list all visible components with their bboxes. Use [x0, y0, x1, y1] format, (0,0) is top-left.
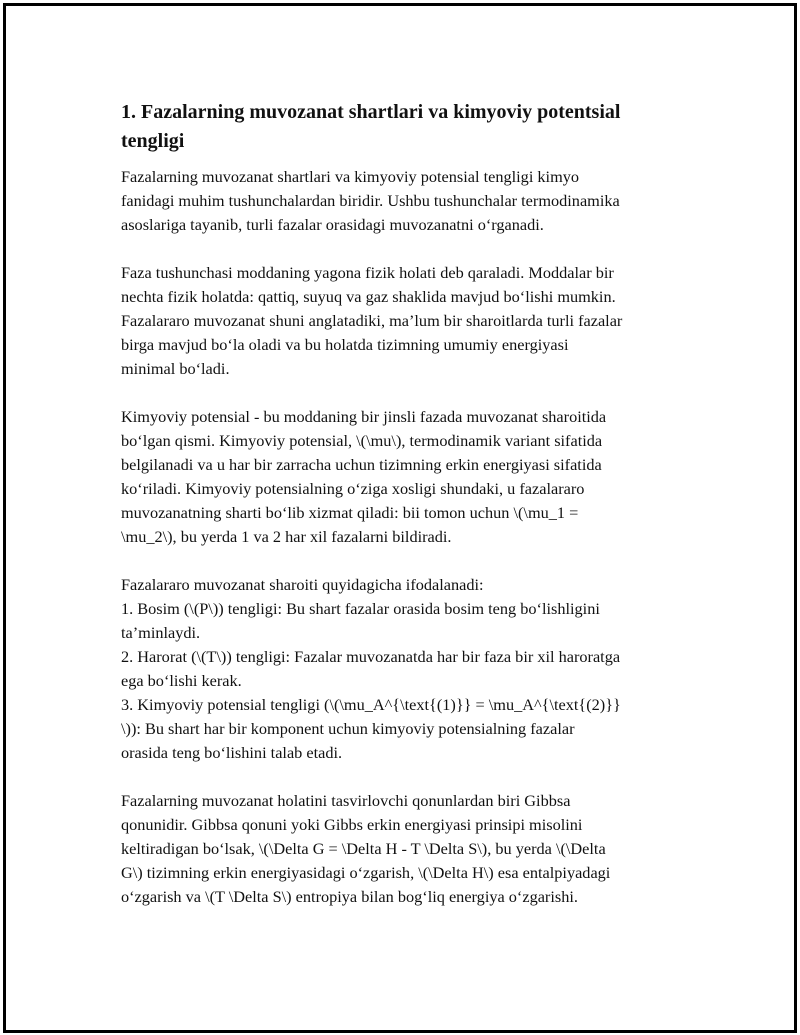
text-line: belgilanadi va u har bir zarracha uchun tizimning erkin energiyasi sifatida	[121, 455, 602, 474]
text-line: asoslariga tayanib, turli fazalar orasidagi muvozanatni o‘rganadi.	[121, 215, 544, 234]
text-line: Fazalararo muvozanat shuni anglatadiki, ma’lum bir sharoitlarda turli fazalar	[121, 311, 623, 330]
document-content	[121, 98, 701, 933]
paragraph-intro	[121, 165, 701, 237]
text-line: \)): Bu shart har bir komponent uchun kimyoviy potensialning fazalar	[121, 719, 575, 738]
text-line: 2. Harorat (\(T\)) tengligi: Fazalar muvozanatda har bir faza bir xil haroratga	[121, 647, 621, 666]
title-line: tengligi	[121, 130, 185, 152]
title-line: 1. Fazalarning muvozanat shartlari va kimyoviy potentsial	[121, 101, 621, 123]
text-line: ko‘riladi. Kimyoviy potensialning o‘ziga xosligi shundaki, u fazalararo	[121, 479, 585, 498]
text-line: ta’minlaydi.	[121, 623, 201, 642]
text-line: orasida teng bo‘lishini talab etadi.	[121, 743, 343, 762]
text-line: fanidagi muhim tushunchalardan biridir. Ushbu tushunchalar termodinamika	[121, 191, 620, 210]
text-line: Kimyoviy potensial - bu moddaning bir jinsli fazada muvozanat sharoitida	[121, 407, 607, 426]
paragraph-equilibrium-conditions	[121, 573, 701, 765]
text-line: Faza tushunchasi moddaning yagona fizik holati deb qaraladi. Moddalar bir	[121, 263, 614, 282]
text-line: muvozanatning sharti bo‘lib xizmat qiladi: bii tomon uchun \(\mu_1 =	[121, 503, 579, 522]
paragraph-gibbs-law	[121, 789, 701, 909]
text-line: o‘zgarish va \(T \Delta S\) entropiya bilan bog‘liq energiya o‘zgarishi.	[121, 887, 578, 906]
text-line: \mu_2\), bu yerda 1 va 2 har xil fazalarni bildiradi.	[121, 527, 452, 546]
paragraph-phase-concept	[121, 261, 701, 381]
text-line: 3. Kimyoviy potensial tengligi (\(\mu_A^{\text{(1)}} = \mu_A^{\text{(2)}}	[121, 695, 621, 714]
text-line: keltiradigan bo‘lsak, \(\Delta G = \Delta H - T \Delta S\), bu yerda \(\Delta	[121, 839, 606, 858]
text-line: ega bo‘lishi kerak.	[121, 671, 242, 690]
text-line: 1. Bosim (\(P\)) tengligi: Bu shart fazalar orasida bosim teng bo‘lishligini	[121, 599, 600, 618]
text-line: Fazalarning muvozanat shartlari va kimyoviy potensial tengligi kimyo	[121, 167, 580, 186]
text-line: birga mavjud bo‘la oladi va bu holatda tizimning umumiy energiyasi	[121, 335, 569, 354]
text-line: G\) tizimning erkin energiyasidagi o‘zgarish, \(\Delta H\) esa entalpiyadagi	[121, 863, 611, 882]
text-line: bo‘lgan qismi. Kimyoviy potensial, \(\mu\), termodinamik variant sifatida	[121, 431, 603, 450]
text-line: qonunidir. Gibbsa qonuni yoki Gibbs erkin energiyasi prinsipi misolini	[121, 815, 583, 834]
page-frame	[3, 3, 797, 1033]
paragraph-chemical-potential	[121, 405, 701, 549]
section-title	[121, 98, 701, 156]
text-line: Fazalararo muvozanat sharoiti quyidagicha ifodalanadi:	[121, 575, 484, 594]
text-line: nechta fizik holatda: qattiq, suyuq va gaz shaklida mavjud bo‘lishi mumkin.	[121, 287, 616, 306]
text-line: minimal bo‘ladi.	[121, 359, 230, 378]
text-line: Fazalarning muvozanat holatini tasvirlovchi qonunlardan biri Gibbsa	[121, 791, 571, 810]
